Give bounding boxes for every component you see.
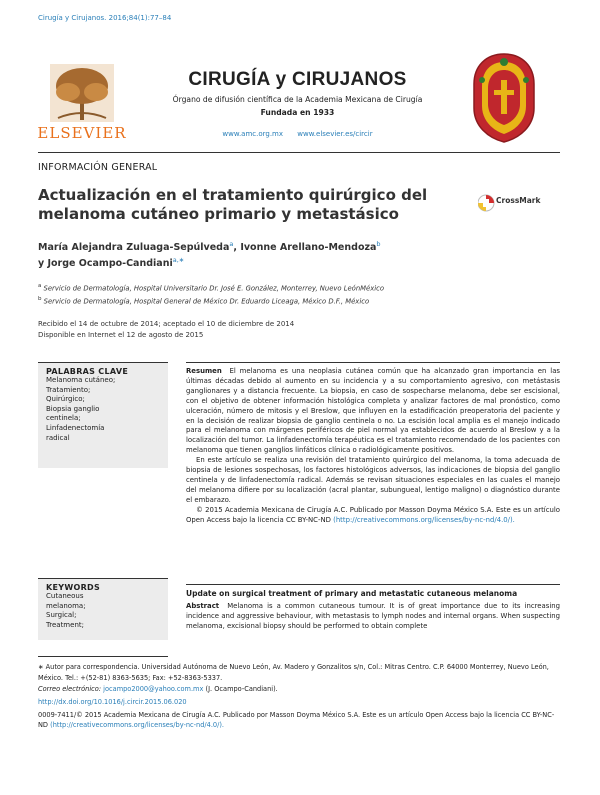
keyword-es: Quirúrgico; bbox=[46, 395, 85, 404]
journal-subtitle: Órgano de difusión científica de la Academia Mexicana de Cirugía bbox=[172, 95, 423, 104]
keyword-en: melanoma; bbox=[46, 601, 86, 610]
keyword-es: Linfadenectomía bbox=[46, 423, 105, 432]
affiliation-a-text: Servicio de Dermatología, Hospital Universitario Dr. José E. González, Monterrey, Nuevo LeónMéxico bbox=[43, 284, 385, 293]
article-title-line1: Actualización en el tratamiento quirúrgico del bbox=[38, 186, 428, 204]
resumen-license: © 2015 Academia Mexicana de Cirugía A.C. Publicado por Masson Doyma México S.A. Este es un artículo Open Access bajo la licencia CC BY-NC-ND bbox=[186, 505, 560, 524]
keyword-es: centinela; bbox=[46, 414, 81, 423]
section-label: INFORMACIÓN GENERAL bbox=[38, 162, 158, 173]
author-1-affil: a bbox=[229, 240, 234, 248]
journal-citation: Cirugía y Cirujanos. 2016;84(1):77–84 bbox=[38, 14, 172, 22]
resumen-text bbox=[186, 367, 560, 526]
resumen-license-link[interactable]: (http://creativecommons.org/licenses/by-nc-nd/4.0/). bbox=[333, 515, 515, 524]
journal-urls bbox=[150, 130, 445, 138]
doi-link[interactable]: http://dx.doi.org/10.1016/j.circir.2015.06.020 bbox=[38, 698, 187, 706]
keyword-es: Tratamiento; bbox=[46, 385, 91, 394]
copyright-text: 0009-7411/© 2015 Academia Mexicana de Cirugía A.C. Publicado por Masson Doyma México S.A. Este es un artículo Open Access bajo la licencia CC BY-NC-ND bbox=[38, 711, 555, 729]
keywords-es-box bbox=[38, 362, 168, 468]
affiliation-a-marker: a bbox=[38, 283, 42, 289]
affiliation-a bbox=[38, 283, 384, 292]
copyright-line bbox=[38, 710, 560, 730]
email-label: Correo electrónico: bbox=[38, 685, 102, 693]
header-divider bbox=[38, 152, 560, 153]
english-abstract-label: Abstract bbox=[186, 602, 220, 610]
footnote-marker: ∗ bbox=[38, 663, 44, 671]
author-2-affil: b bbox=[376, 240, 381, 248]
authors bbox=[38, 238, 458, 270]
affiliation-b-marker: b bbox=[38, 296, 42, 302]
keyword-es: Melanoma cutáneo; bbox=[46, 376, 116, 384]
author-separator: , bbox=[233, 242, 241, 254]
journal-url-elsevier[interactable]: www.elsevier.es/circir bbox=[297, 130, 373, 138]
article-title bbox=[38, 186, 458, 224]
keyword-en: Cutaneous bbox=[46, 592, 84, 600]
journal-url-amc[interactable]: www.amc.org.mx bbox=[222, 130, 284, 138]
resumen-p1: El melanoma es una neoplasia cutánea común que ha alcanzado gran importancia en las últimas décadas debido al aumento en su incidencia y a su comportamiento agresivo, con metástasis ganglionares y a distancia frecuente. La biopsia, en caso de sospecharse melanoma, debe ser escisional, con el objetivo de obtener información histológica completa y analizar factores de mal pronóstico, como ulceración, número de mitosis y el Breslow, que influyen en la estadificación preoperatoria del paciente y en la decisión de realizar biopsia de ganglio centinela o no. La escisión local amplia es el manejo indicado para el melanoma con márgenes periféricos de piel normal ya establecidos de acuerdo al Breslow y a la localización del tumor. La linfadenectomía terapéutica es el tratamiento recomendado de los pacientes con melanoma que tienen ganglios linfáticos clínica o radiológicamente positivos. bbox=[186, 367, 561, 455]
keyword-en: Treatment; bbox=[46, 620, 84, 629]
email-name: (J. Ocampo-Candiani). bbox=[205, 685, 278, 693]
received-date: Recibido el 14 de octubre de 2014; aceptado el 10 de diciembre de 2014 bbox=[38, 320, 295, 328]
keywords-en-box bbox=[38, 578, 168, 640]
resumen-paragraph-2: En este artículo se realiza una revisión del tratamiento quirúrgico del melanoma, la toma adecuada de biopsia de lesiones sospechosas, los factores histológicos adversos, las indicaciones de biopsia del ganglio centinela y de linfadenectomía radical. Además se revisan situaciones especiales en las cuales el manejo del melanoma difiere por su localización (acral plantar, subungueal, lentigo maligno) o diagnóstico durante el embarazo. bbox=[186, 456, 560, 504]
author-3[interactable]: Jorge Ocampo-Candiani bbox=[47, 258, 173, 270]
english-abstract bbox=[186, 602, 560, 632]
keyword-es: radical bbox=[46, 433, 70, 442]
resumen-paragraph-3 bbox=[186, 506, 560, 526]
author-1[interactable]: María Alejandra Zuluaga-Sepúlveda bbox=[38, 242, 230, 254]
online-date: Disponible en Internet el 12 de agosto de 2015 bbox=[38, 331, 204, 339]
publisher-name: ELSEVIER bbox=[37, 124, 127, 142]
keywords-es-title: PALABRAS CLAVE bbox=[46, 367, 129, 376]
affiliation-b bbox=[38, 296, 369, 305]
footnote-divider bbox=[38, 656, 168, 657]
article-title-line2: melanoma cutáneo primario y metastásico bbox=[38, 205, 399, 223]
english-abstract-text: Melanoma is a common cutaneous tumour. It is of great importance due to its increasing incidence and aggressive behaviour, with metastasis to lymph nodes and internal organs. When suspecting melanoma, excisional biopsy should be performed to obtain complete bbox=[186, 602, 560, 630]
resumen-paragraph-1 bbox=[186, 367, 560, 456]
journal-title: CIRUGÍA y CIRUJANOS bbox=[188, 69, 407, 90]
affiliation-b-text: Servicio de Dermatología, Hospital General de México Dr. Eduardo Liceaga, México D.F., México bbox=[43, 297, 370, 306]
correspondence-footnote bbox=[38, 662, 560, 695]
academy-crest-logo bbox=[468, 50, 540, 146]
author-and: y bbox=[38, 258, 48, 270]
journal-founded: Fundada en 1933 bbox=[260, 108, 335, 117]
resumen-label: Resumen bbox=[186, 367, 222, 375]
keyword-en: Surgical; bbox=[46, 611, 77, 620]
copyright-license-link[interactable]: (http://creativecommons.org/licenses/by-nc-nd/4.0/). bbox=[50, 721, 225, 729]
resumen-section bbox=[186, 362, 560, 526]
author-2[interactable]: Ivonne Arellano-Mendoza bbox=[240, 242, 377, 254]
english-title: Update on surgical treatment of primary and metastatic cutaneous melanoma bbox=[186, 584, 560, 598]
keywords-en-title: KEYWORDS bbox=[46, 583, 101, 592]
keyword-es: Biopsia ganglio bbox=[46, 404, 100, 413]
email-link[interactable]: jocampo2000@yahoo.com.mx bbox=[103, 685, 204, 693]
correspondence-text: Autor para correspondencia. Universidad Autónoma de Nuevo León, Av. Madero y Gonzalitos s/n, Col.: Mitras Centro. C.P. 64000 Monterrey, Nuevo León, México. Tel.: +(52-81) 8363-5635; Fax: +52-8363-5337. bbox=[38, 663, 549, 682]
crossmark-label[interactable]: CrossMark bbox=[496, 196, 541, 205]
author-3-affil: a,∗ bbox=[172, 256, 185, 265]
